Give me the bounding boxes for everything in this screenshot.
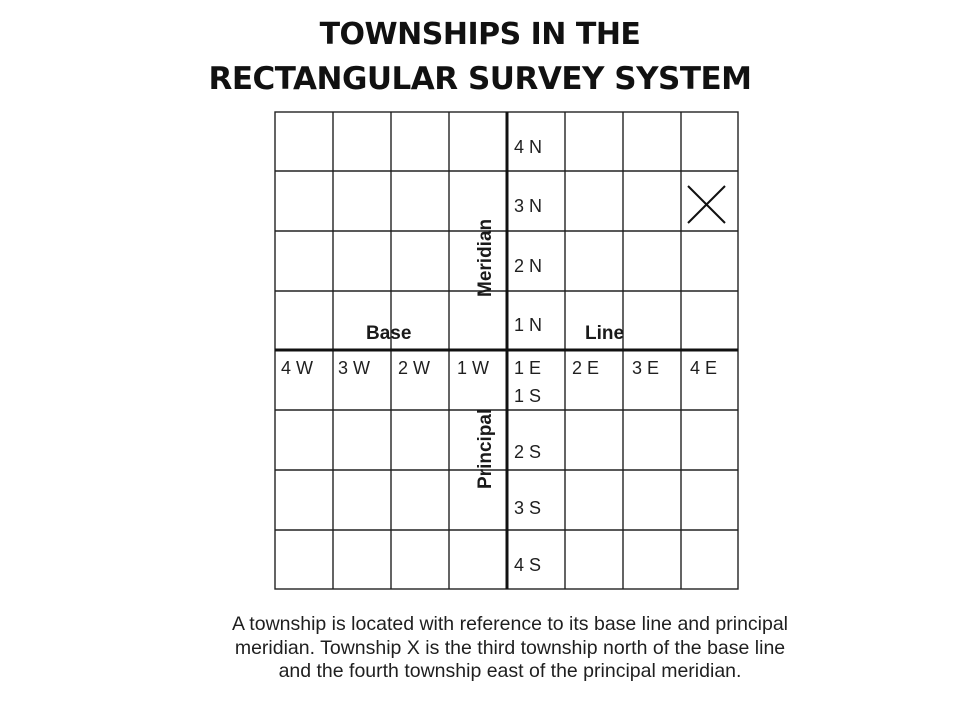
base-line-label-line: Line (585, 323, 625, 344)
label-1n: 1 N (514, 315, 543, 335)
label-4s: 4 S (514, 555, 542, 575)
label-2e: 2 E (572, 358, 600, 378)
label-3n: 3 N (514, 196, 543, 216)
label-3e: 3 E (632, 358, 660, 378)
label-4e: 4 E (690, 358, 718, 378)
label-1w: 1 W (457, 358, 490, 378)
title-line-1: TOWNSHIPS IN THE (319, 17, 641, 52)
title-line-2: RECTANGULAR SURVEY SYSTEM (208, 61, 752, 97)
meridian-label-meridian: Meridian (475, 218, 496, 297)
label-4w: 4 W (281, 358, 314, 378)
label-2w: 2 W (398, 358, 431, 378)
label-1s: 1 S (514, 386, 542, 406)
label-4n: 4 N (514, 137, 543, 157)
label-2s: 2 S (514, 442, 542, 462)
meridian-label-principal: Principal (475, 408, 496, 489)
label-3w: 3 W (338, 358, 371, 378)
township-x-mark (688, 186, 725, 223)
label-2n: 2 N (514, 256, 543, 276)
base-line-label-base: Base (366, 323, 412, 344)
label-1e: 1 E (514, 358, 542, 378)
diagram-caption: A township is located with reference to its base line and principal meridian. Township X is the third township north of the base line and the fourth township east of the principal meridian. (231, 613, 789, 682)
label-3s: 3 S (514, 498, 542, 518)
